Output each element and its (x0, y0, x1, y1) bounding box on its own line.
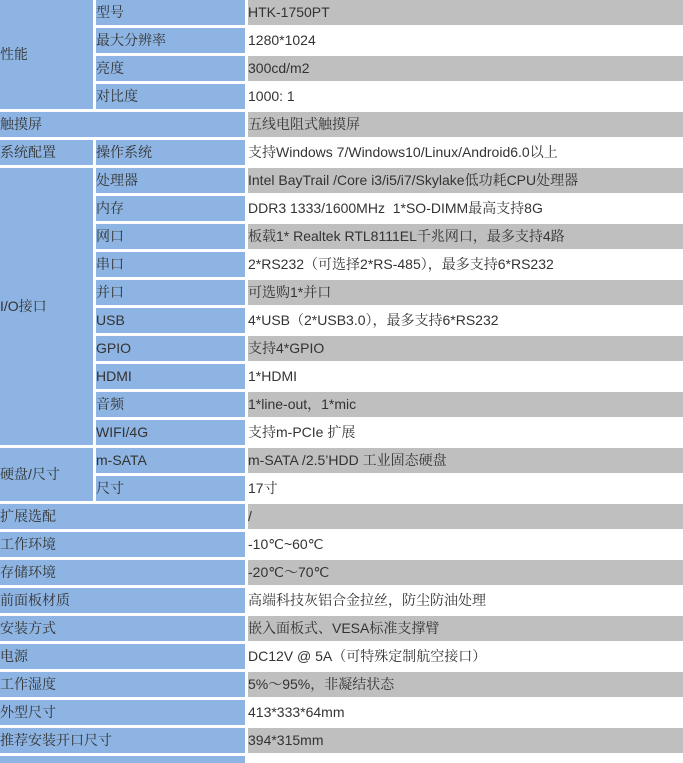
category-performance: 性能 (0, 0, 96, 112)
category-dimensions: 外型尺寸 (0, 700, 248, 728)
table-row (0, 364, 683, 392)
category-power: 电源 (0, 644, 248, 672)
table-row (0, 336, 683, 364)
partial-next-row-value (248, 756, 683, 763)
label-wifi-4g: WIFI/4G (96, 420, 248, 448)
value-msata: m-SATA /2.5’HDD 工业固态硬盘 (248, 448, 683, 476)
label-brightness: 亮度 (96, 56, 248, 84)
value-parallel: 可选购1*并口 (248, 280, 683, 308)
label-model: 型号 (96, 0, 248, 28)
partial-next-row-label (0, 756, 248, 763)
value-power: DC12V @ 5A（可特殊定制航空接口） (248, 644, 683, 672)
table-row (0, 672, 683, 700)
table-row (0, 112, 683, 140)
category-storage-env: 存储环境 (0, 560, 248, 588)
category-io-ports: I/O接口 (0, 168, 96, 448)
table-row (0, 644, 683, 672)
table-row (0, 84, 683, 112)
value-humidity: 5%～95%，非凝结状态 (248, 672, 683, 700)
value-touchscreen: 五线电阻式触摸屏 (248, 112, 683, 140)
value-audio: 1*line-out，1*mic (248, 392, 683, 420)
table-row (0, 476, 683, 504)
label-msata: m-SATA (96, 448, 248, 476)
table-row (0, 504, 683, 532)
category-storage-size: 硬盘/尺寸 (0, 448, 96, 504)
value-dimensions: 413*333*64mm (248, 700, 683, 728)
label-hdmi: HDMI (96, 364, 248, 392)
label-max-resolution: 最大分辨率 (96, 28, 248, 56)
table-row (0, 168, 683, 196)
value-lan: 板载1* Realtek RTL8111EL千兆网口，最多支持4路 (248, 224, 683, 252)
table-row (0, 140, 683, 168)
category-mounting: 安装方式 (0, 616, 248, 644)
value-usb: 4*USB（2*USB3.0），最多支持6*RS232 (248, 308, 683, 336)
table-row (0, 448, 683, 476)
label-contrast: 对比度 (96, 84, 248, 112)
table-row (0, 280, 683, 308)
partial-next-row (0, 756, 683, 763)
table-row (0, 252, 683, 280)
label-serial: 串口 (96, 252, 248, 280)
table-row (0, 728, 683, 756)
label-usb: USB (96, 308, 248, 336)
table-row (0, 308, 683, 336)
category-operating-env: 工作环境 (0, 532, 248, 560)
table-row (0, 28, 683, 56)
value-front-panel: 高端科技灰铝合金拉丝，防尘防油处理 (248, 588, 683, 616)
value-size: 17寸 (248, 476, 683, 504)
label-audio: 音频 (96, 392, 248, 420)
value-expansion: / (248, 504, 683, 532)
value-memory: DDR3 1333/1600MHz 1*SO-DIMM最高支持8G (248, 196, 683, 224)
table-row (0, 560, 683, 588)
value-storage-env: -20℃～70℃ (248, 560, 683, 588)
value-max-resolution: 1280*1024 (248, 28, 683, 56)
category-touchscreen: 触摸屏 (0, 112, 248, 140)
label-memory: 内存 (96, 196, 248, 224)
value-cpu: Intel BayTrail /Core i3/i5/i7/Skylake低功耗CPU处理器 (248, 168, 683, 196)
value-operating-env: -10℃~60℃ (248, 532, 683, 560)
label-lan: 网口 (96, 224, 248, 252)
category-expansion: 扩展选配 (0, 504, 248, 532)
category-system-config: 系统配置 (0, 140, 96, 168)
table-row (0, 56, 683, 84)
value-os: 支持Windows 7/Windows10/Linux/Android6.0以上 (248, 140, 683, 168)
table-row (0, 0, 683, 28)
value-gpio: 支持4*GPIO (248, 336, 683, 364)
value-model: HTK-1750PT (248, 0, 683, 28)
value-hdmi: 1*HDMI (248, 364, 683, 392)
label-os: 操作系统 (96, 140, 248, 168)
table-row (0, 700, 683, 728)
value-mounting: 嵌入面板式、VESA标准支撑臂 (248, 616, 683, 644)
table-row (0, 420, 683, 448)
table-row (0, 224, 683, 252)
table-row (0, 392, 683, 420)
table-row (0, 532, 683, 560)
table-row (0, 588, 683, 616)
value-serial: 2*RS232（可选择2*RS-485），最多支持6*RS232 (248, 252, 683, 280)
value-cutout-size: 394*315mm (248, 728, 683, 756)
table-row (0, 616, 683, 644)
label-cpu: 处理器 (96, 168, 248, 196)
value-brightness: 300cd/m2 (248, 56, 683, 84)
value-wifi-4g: 支持m-PCIe 扩展 (248, 420, 683, 448)
category-humidity: 工作湿度 (0, 672, 248, 700)
value-contrast: 1000: 1 (248, 84, 683, 112)
table-row (0, 196, 683, 224)
label-parallel: 并口 (96, 280, 248, 308)
category-cutout-size: 推荐安装开口尺寸 (0, 728, 248, 756)
label-gpio: GPIO (96, 336, 248, 364)
label-size: 尺寸 (96, 476, 248, 504)
category-front-panel: 前面板材质 (0, 588, 248, 616)
